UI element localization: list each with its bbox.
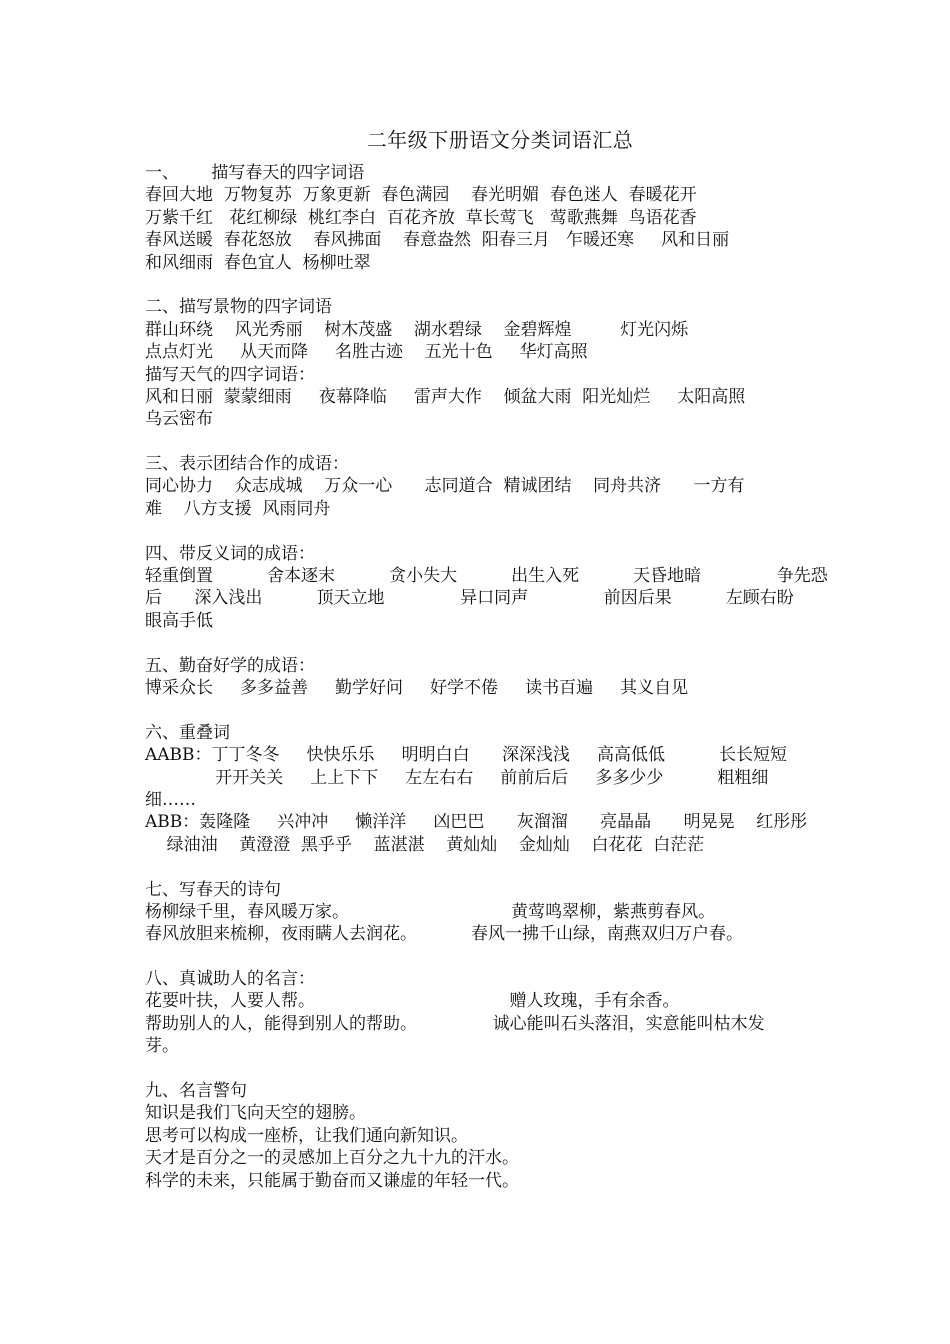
text-line: 春风放胆来梳柳，夜雨瞒人去润花。 春风一拂千山绿，南燕双归万户春。	[145, 924, 744, 945]
text-line: ABB：轰隆隆 兴冲冲 懒洋洋 凶巴巴 灰溜溜 亮晶晶 明晃晃 红彤彤	[145, 812, 808, 833]
text-line: 乌云密布	[145, 409, 213, 430]
blank-line	[145, 520, 815, 542]
text-line: 科学的未来，只能属于勤奋而又谦虚的年轻一代。	[145, 1170, 519, 1191]
text-line: 开开关关 上上下下 左左右右 前前后后 多多少少 粗粗细	[145, 767, 769, 788]
text-line: 风和日丽 蒙蒙细雨 夜幕降临 雷声大作 倾盆大雨 阳光灿烂 太阳高照	[145, 386, 746, 407]
text-line: 四、带反义词的成语：	[145, 543, 315, 564]
text-line: 一、 描写春天的四字词语	[145, 163, 365, 183]
text-line: 细……	[145, 789, 196, 810]
document-body	[145, 162, 828, 1192]
text-line: 三、表示团结合作的成语：	[145, 454, 349, 475]
text-line: 七、写春天的诗句	[145, 879, 281, 900]
text-line: 难 八方支援 风雨同舟	[145, 498, 331, 519]
text-line: 后 深入浅出 顶天立地 异口同声 前因后果 左顾右盼	[145, 588, 794, 609]
text-line: 知识是我们飞向天空的翅膀。	[145, 1103, 366, 1124]
text-line: 眼高手低	[145, 610, 213, 631]
blank-line	[145, 946, 815, 968]
blank-line	[145, 274, 815, 296]
blank-line	[145, 699, 815, 721]
text-line: 芽。	[145, 1036, 179, 1057]
text-line: 杨柳绿千里，春风暖万家。 黄莺鸣翠柳，紫燕剪春风。	[145, 901, 716, 922]
text-line: 轻重倒置 舍本逐末 贪小失大 出生入死 天昏地暗 争先恐	[145, 566, 828, 587]
text-line: 点点灯光 从天而降 名胜古迹 五光十色 华灯高照	[145, 342, 588, 363]
text-line: 天才是百分之一的灵感加上百分之九十九的汗水。	[145, 1148, 519, 1169]
blank-line	[145, 431, 815, 453]
blank-line	[145, 1058, 815, 1080]
text-line: 万紫千红 花红柳绿 桃红李白 百花齐放 草长莺飞 莺歌燕舞 鸟语花香	[145, 207, 697, 228]
text-line: 描写天气的四字词语：	[145, 364, 315, 385]
text-line: 二、描写景物的四字词语	[145, 297, 332, 318]
text-line: 六、重叠词	[145, 722, 230, 743]
text-line: 同心协力 众志成城 万众一心 志同道合 精诚团结 同舟共济 一方有	[145, 476, 745, 497]
text-line: 九、名言警句	[145, 1081, 247, 1102]
document-title: 二年级下册语文分类词语汇总	[366, 128, 634, 152]
text-line: 帮助别人的人，能得到别人的帮助。 诚心能叫石头落泪，实意能叫枯木发	[145, 1013, 765, 1034]
text-line: 春风送暖 春花怒放 春风拂面 春意盎然 阳春三月 乍暖还寒 风和日丽	[145, 230, 730, 251]
text-line: 八、真诚助人的名言：	[145, 969, 315, 990]
text-line: 群山环绕 风光秀丽 树木茂盛 湖水碧绿 金碧辉煌 灯光闪烁	[145, 319, 689, 340]
text-line: 和风细雨 春色宜人 杨柳吐翠	[145, 252, 371, 273]
text-line: 绿油油 黄澄澄 黑乎乎 蓝湛湛 黄灿灿 金灿灿 白花花 白茫茫	[145, 834, 705, 855]
text-line: 思考可以构成一座桥，让我们通向新知识。	[145, 1125, 468, 1146]
text-line: 博采众长 多多益善 勤学好问 好学不倦 读书百遍 其义自见	[145, 677, 689, 698]
text-line: 春回大地 万物复苏 万象更新 春色满园 春光明媚 春色迷人 春暖花开	[145, 185, 697, 206]
blank-line	[145, 856, 815, 878]
text-line: AABB：丁丁冬冬 快快乐乐 明明白白 深深浅浅 高高低低 长长短短	[145, 745, 788, 766]
text-line: 花要叶扶，人要人帮。 赠人玫瑰，手有余香。	[145, 991, 680, 1012]
blank-line	[145, 632, 815, 654]
text-line: 五、勤奋好学的成语：	[145, 655, 315, 676]
